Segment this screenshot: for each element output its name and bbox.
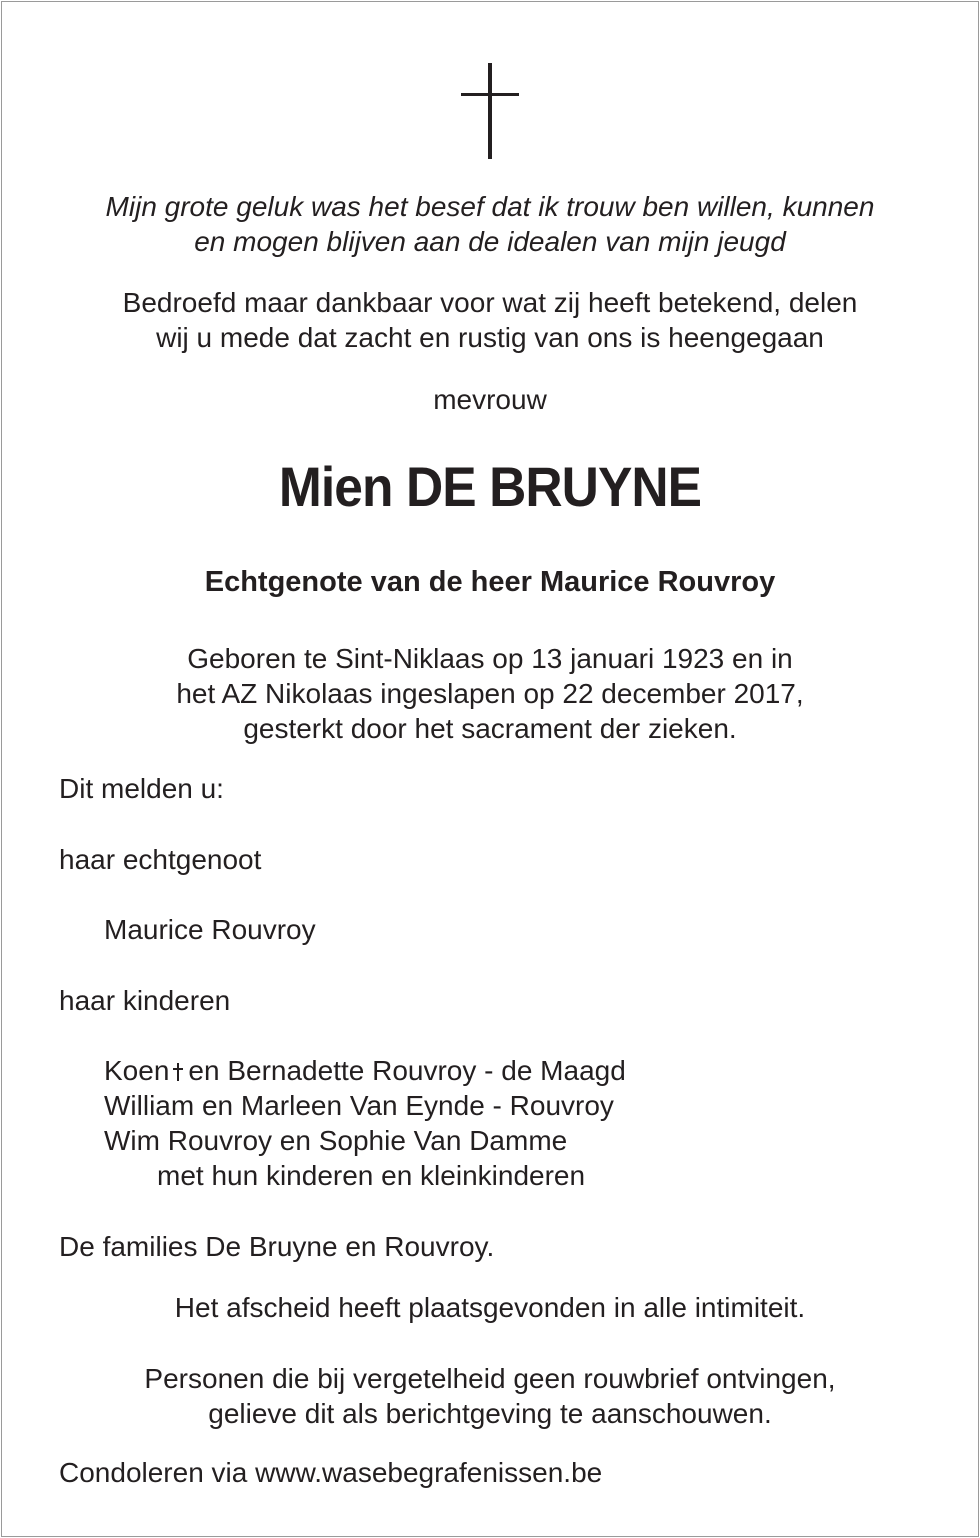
- salutation: mevrouw: [433, 384, 547, 415]
- quote-line-1: Mijn grote geluk was het besef dat ik trouw ben willen, kunnen: [105, 191, 875, 222]
- announcement-line-2: wij u mede dat zacht en rustig van ons is heengegaan: [156, 322, 824, 353]
- child-1: [104, 1053, 626, 1088]
- deceased-name: Mien DE BRUYNE: [278, 455, 702, 518]
- quote-line-2: en mogen blijven aan de idealen van mijn jeugd: [194, 226, 786, 257]
- spouse-name: Maurice Rouvroy: [104, 914, 316, 945]
- families-line: De families De Bruyne en Rouvroy.: [59, 1231, 495, 1262]
- announcement-line-1: Bedroefd maar dankbaar voor wat zij heeft betekend, delen: [122, 287, 858, 318]
- spouse-heading: haar echtgenoot: [59, 844, 262, 875]
- notice-line-1: Personen die bij vergetelheid geen rouwbrief ontvingen,: [144, 1363, 836, 1394]
- farewell-line: Het afscheid heeft plaatsgevonden in alle intimiteit.: [174, 1292, 806, 1323]
- child-1-name: Koen: [104, 1055, 170, 1086]
- cross-icon: [461, 63, 521, 159]
- child-3: Wim Rouvroy en Sophie Van Damme: [104, 1125, 568, 1156]
- grandchildren-line: met hun kinderen en kleinkinderen: [157, 1160, 586, 1191]
- birth-death-line-2: het AZ Nikolaas ingeslapen op 22 december 2017,: [176, 678, 804, 709]
- child-1-rest: en Bernadette Rouvroy - de Maagd: [188, 1055, 626, 1086]
- mourners-intro: Dit melden u:: [59, 773, 224, 804]
- child-2: William en Marleen Van Eynde - Rouvroy: [104, 1090, 614, 1121]
- notice-line-2: gelieve dit als berichtgeving te aanschouwen.: [208, 1398, 772, 1429]
- deceased-cross-icon: [172, 1063, 184, 1081]
- birth-death-line-3: gesterkt door het sacrament der zieken.: [243, 713, 737, 744]
- spouse-line: Echtgenote van de heer Maurice Rouvroy: [204, 566, 776, 598]
- children-heading: haar kinderen: [59, 985, 231, 1016]
- birth-death-line-1: Geboren te Sint-Niklaas op 13 januari 1923 en in: [187, 643, 793, 674]
- condolences-line: Condoleren via www.wasebegrafenissen.be: [59, 1457, 603, 1488]
